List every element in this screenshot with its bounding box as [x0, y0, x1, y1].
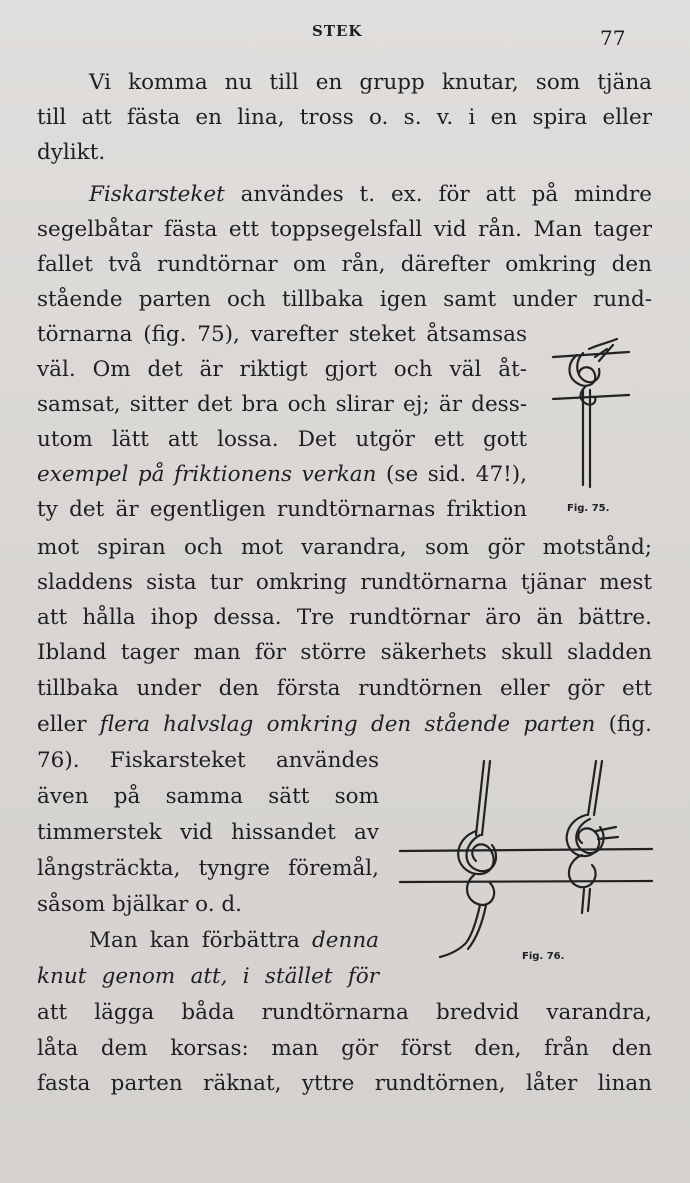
text-line: 76). Fiskarsteket användes	[37, 748, 379, 773]
text-line: Ibland tager man för större säkerhets skull sladden	[37, 640, 652, 665]
knot-illustration-fig76	[396, 755, 656, 970]
text-line: ty det är egentligen rundtörnarnas friktion	[37, 497, 527, 522]
text-line: fasta parten räknat, yttre rundtörnen, låter linan	[37, 1071, 652, 1096]
term-fiskarsteket: Fiskarsteket	[89, 182, 225, 207]
text-line: samsat, sitter det bra och slirar ej; är dess-	[37, 392, 527, 417]
text-line: tillbaka under den första rundtörnen eller gör ett	[37, 676, 652, 701]
text-line: sladdens sista tur omkring rundtörnarna tjänar mest	[37, 570, 652, 595]
text-line: att hålla ihop dessa. Tre rundtörnar äro än bättre.	[37, 605, 652, 630]
text-line: stående parten och tillbaka igen samt under rund-	[37, 287, 652, 312]
text-line: utom lätt att lossa. Det utgör ett gott	[37, 427, 527, 452]
text-line: väl. Om det är riktigt gjort och väl åt-	[37, 357, 527, 382]
figure-75-caption: Fig. 75.	[567, 503, 610, 514]
term-knut: knut genom att, i stället för	[37, 964, 379, 989]
figure-75	[545, 335, 640, 535]
text-line: segelbåtar fästa ett toppsegelsfall vid rån. Man tager	[37, 217, 652, 242]
text-line: långsträckta, tyngre föremål,	[37, 856, 379, 881]
text-line: mot spiran och mot varandra, som gör motstånd;	[37, 535, 652, 560]
text-line: att lägga båda rundtörnarna bredvid varandra,	[37, 1000, 652, 1025]
figure-76-caption: Fig. 76.	[522, 951, 565, 962]
page-number: 77	[600, 26, 626, 50]
text-line: även på samma sätt som	[37, 784, 379, 809]
page-header	[0, 20, 690, 50]
term-halvslag: flera halvslag omkring den stående parten	[99, 712, 596, 737]
running-head: STEK	[312, 22, 363, 40]
text-line: Man kan förbättra denna	[89, 928, 379, 953]
text-line: dylikt.	[37, 140, 106, 165]
text-line: törnarna (fig. 75), varefter steket åtsamsas	[37, 322, 527, 347]
text-line: timmerstek vid hissandet av	[37, 820, 379, 845]
figure-76	[396, 755, 656, 970]
text-line	[37, 960, 379, 994]
text-line: till att fästa en lina, tross o. s. v. i en spira eller	[37, 105, 652, 130]
text-line: eller flera halvslag omkring den stående parten (fig.	[37, 712, 652, 737]
text-line: Fiskarsteket användes t. ex. för att på mindre	[89, 182, 652, 207]
term-denna: denna	[312, 928, 379, 953]
text-line: Vi komma nu till en grupp knutar, som tjäna	[89, 70, 652, 95]
text-line: exempel på friktionens verkan (se sid. 47!),	[37, 462, 527, 487]
text-line: låta dem korsas: man gör först den, från den	[37, 1036, 652, 1061]
term-friktion: exempel på friktionens verkan	[37, 462, 377, 487]
text-line: såsom bjälkar o. d.	[37, 892, 242, 917]
text-line: fallet två rundtörnar om rån, därefter omkring den	[37, 252, 652, 277]
